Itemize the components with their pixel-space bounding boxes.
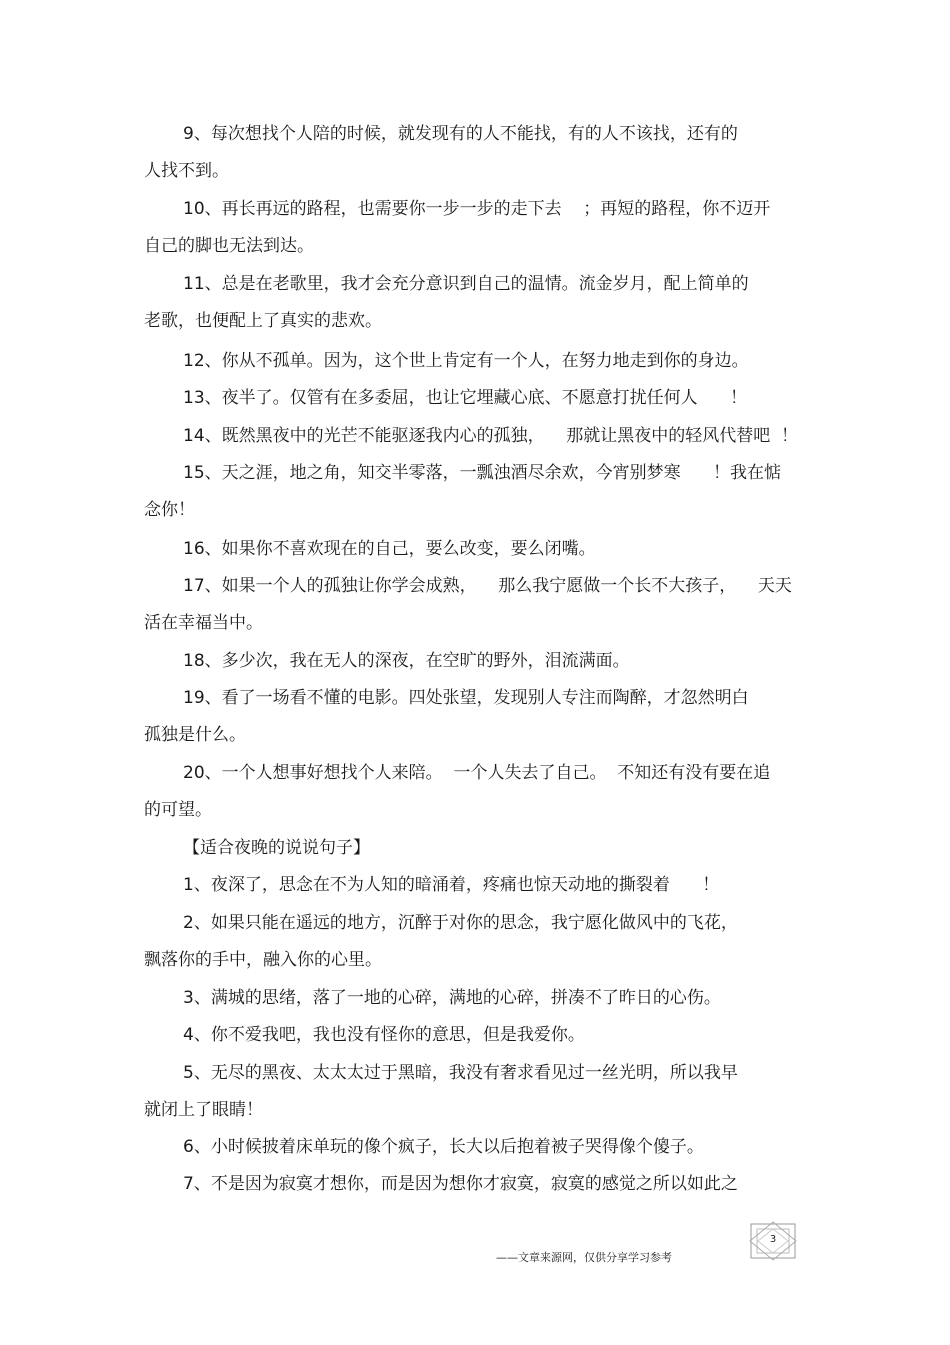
paragraph-continuation-line: 就闭上了眼睛！ [144,1100,263,1120]
paragraph-first-line: 17、如果一个人的孤独让你学会成熟， 那么我宁愿做一个长不大孩子， 天天 [183,576,792,596]
paragraph-first-line: 20、一个人想事好想找个人来陪。 一个人失去了自己。 不知还有没有要在追 [183,763,771,783]
paragraph-continuation-line: 孤独是什么。 [144,725,246,745]
paragraph-first-line: 13、夜半了。仅管有在多委屈，也让它埋藏心底、不愿意打扰任何人 ！ [183,388,748,408]
paragraph-first-line: 5、无尽的黑夜、太太太过于黑暗，我没有奢求看见过一丝光明，所以我早 [183,1063,738,1083]
paragraph-first-line: 【适合夜晚的说说句子】 [183,838,370,858]
paragraph-first-line: 15、天之涯，地之角，知交半零落，一瓢浊酒尽余欢，今宵别梦寒 ！我在惦 [183,463,782,483]
paragraph-continuation-line: 飘落你的手中，融入你的心里。 [144,950,382,970]
paragraph-first-line: 16、如果你不喜欢现在的自己，要么改变，要么闭嘴。 [183,539,596,559]
paragraph-continuation-line: 念你！ [144,500,195,520]
paragraph-continuation-line: 老歌，也便配上了真实的悲欢。 [144,311,382,331]
paragraph-first-line: 1、夜深了，思念在不为人知的暗涌着，疼痛也惊天动地的撕裂着 ！ [183,875,720,895]
paragraph-continuation-line: 自己的脚也无法到达。 [144,236,314,256]
paragraph-first-line: 11、总是在老歌里，我才会充分意识到自己的温情。流金岁月，配上简单的 [183,274,749,294]
footer-source-text: ——文章来源网，仅供分享学习参考 [496,1251,672,1264]
paragraph-first-line: 7、不是因为寂寞才想你，而是因为想你才寂寞，寂寞的感觉之所以如此之 [183,1174,738,1194]
paragraph-first-line: 9、每次想找个人陪的时候，就发现有的人不能找，有的人不该找，还有的 [183,124,738,144]
paragraph-first-line: 18、多少次，我在无人的深夜，在空旷的野外，泪流满面。 [183,651,630,671]
paragraph-first-line: 3、满城的思绪，落了一地的心碎，满地的心碎，拼凑不了昨日的心伤。 [183,988,721,1008]
paragraph-first-line: 10、再长再远的路程，也需要你一步一步的走下去 ；再短的路程，你不迈开 [183,199,771,219]
paragraph-first-line: 4、你不爱我吧，我也没有怪你的意思，但是我爱你。 [183,1025,585,1045]
paragraph-continuation-line: 活在幸福当中。 [144,613,263,633]
paragraph-first-line: 12、你从不孤单。因为，这个世上肯定有一个人，在努力地走到你的身边。 [183,351,749,371]
paragraph-continuation-line: 人找不到。 [144,161,229,181]
paragraph-first-line: 19、看了一场看不懂的电影。四处张望，发现别人专注而陶醉，才忽然明白 [183,688,749,708]
paragraph-first-line: 14、既然黑夜中的光芒不能驱逐我内心的孤独， 那就让黑夜中的轻风代替吧 ！ [183,426,799,446]
page-number: 3 [769,1234,777,1245]
paragraph-continuation-line: 的可望。 [144,800,212,820]
paragraph-first-line: 6、小时候披着床单玩的像个疯子，长大以后抱着被子哭得像个傻子。 [183,1137,704,1157]
paragraph-first-line: 2、如果只能在遥远的地方，沉醉于对你的思念，我宁愿化做风中的飞花， [183,913,738,933]
